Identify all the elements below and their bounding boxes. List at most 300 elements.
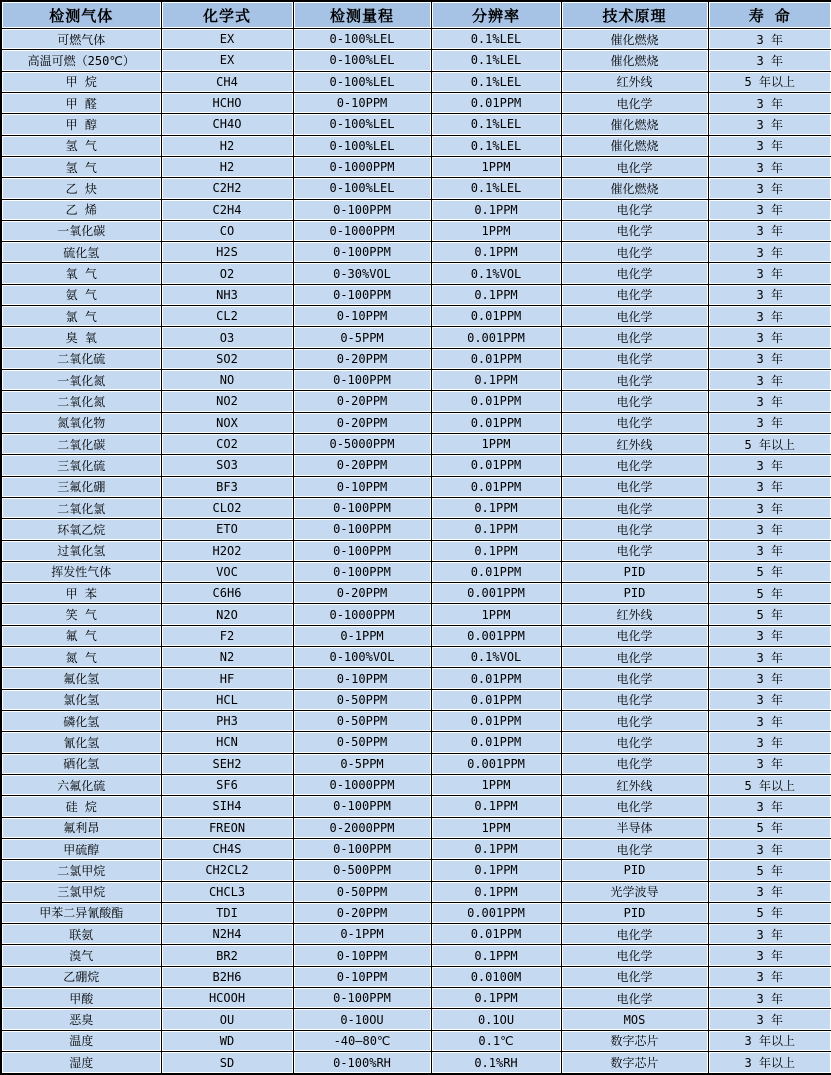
cell-lifespan: 5 年以上 [708,774,831,795]
cell-detection-range: 0-1000PPM [293,156,431,177]
table-row [1,988,831,1009]
cell-chemical-formula: CH4O [161,114,293,135]
cell-lifespan: 3 年 [708,348,831,369]
cell-detection-range: 0-2000PPM [293,817,431,838]
cell-detection-range: 0-1000PPM [293,774,431,795]
cell-chemical-formula: O2 [161,263,293,284]
cell-chemical-formula: CLO2 [161,497,293,518]
cell-detection-range: 0-1PPM [293,924,431,945]
cell-chemical-formula: C6H6 [161,583,293,604]
cell-gas-name: 二氯甲烷 [1,860,161,881]
cell-lifespan: 3 年 [708,519,831,540]
cell-resolution: 0.01PPM [431,391,561,412]
cell-technical-principle: 电化学 [561,988,708,1009]
cell-resolution: 1PPM [431,156,561,177]
cell-lifespan: 3 年 [708,178,831,199]
cell-detection-range: 0-100%VOL [293,647,431,668]
cell-detection-range: 0-10PPM [293,668,431,689]
table-row [1,71,831,92]
cell-resolution: 0.1PPM [431,881,561,902]
cell-resolution: 0.1%VOL [431,263,561,284]
cell-gas-name: 二氧化硫 [1,348,161,369]
cell-chemical-formula: H2 [161,156,293,177]
header-row [1,1,831,29]
table-row [1,881,831,902]
cell-chemical-formula: TDI [161,902,293,923]
cell-technical-principle: 电化学 [561,242,708,263]
cell-detection-range: 0-20PPM [293,391,431,412]
cell-detection-range: 0-100PPM [293,497,431,518]
cell-technical-principle: 电化学 [561,497,708,518]
table-row [1,220,831,241]
cell-chemical-formula: SO3 [161,455,293,476]
cell-technical-principle: 电化学 [561,625,708,646]
cell-detection-range: 0-100%LEL [293,71,431,92]
cell-resolution: 0.1PPM [431,540,561,561]
cell-chemical-formula: H2 [161,135,293,156]
cell-gas-name: 笑 气 [1,604,161,625]
cell-gas-name: 硒化氢 [1,753,161,774]
column-header-gas: 检测气体 [1,1,161,29]
cell-technical-principle: 数字芯片 [561,1052,708,1075]
cell-detection-range: 0-100%LEL [293,135,431,156]
cell-lifespan: 3 年 [708,924,831,945]
cell-gas-name: 氮 气 [1,647,161,668]
cell-technical-principle: 红外线 [561,774,708,795]
cell-resolution: 0.1℃ [431,1030,561,1051]
cell-detection-range: 0-20PPM [293,348,431,369]
cell-chemical-formula: HCL [161,689,293,710]
cell-technical-principle: 电化学 [561,711,708,732]
cell-technical-principle: PID [561,860,708,881]
cell-gas-name: 氨 气 [1,284,161,305]
cell-detection-range: 0-100%LEL [293,114,431,135]
cell-lifespan: 3 年 [708,945,831,966]
cell-technical-principle: 电化学 [561,838,708,859]
cell-detection-range: 0-10PPM [293,476,431,497]
cell-lifespan: 3 年 [708,988,831,1009]
cell-resolution: 1PPM [431,774,561,795]
cell-detection-range: 0-100PPM [293,838,431,859]
table-row [1,263,831,284]
table-row [1,497,831,518]
cell-detection-range: -40—80℃ [293,1030,431,1051]
cell-detection-range: 0-100PPM [293,284,431,305]
cell-chemical-formula: EX [161,29,293,50]
cell-detection-range: 0-50PPM [293,732,431,753]
table-row [1,774,831,795]
cell-gas-name: 湿度 [1,1052,161,1075]
table-row [1,519,831,540]
cell-resolution: 0.1OU [431,1009,561,1030]
cell-resolution: 0.1PPM [431,796,561,817]
table-row [1,455,831,476]
cell-chemical-formula: VOC [161,561,293,582]
cell-lifespan: 3 年 [708,284,831,305]
cell-lifespan: 5 年 [708,583,831,604]
cell-technical-principle: 红外线 [561,71,708,92]
cell-technical-principle: 电化学 [561,199,708,220]
cell-detection-range: 0-1PPM [293,625,431,646]
table-row [1,29,831,50]
cell-resolution: 0.1%RH [431,1052,561,1075]
cell-lifespan: 3 年 [708,455,831,476]
cell-resolution: 0.1%LEL [431,135,561,156]
table-row [1,327,831,348]
cell-resolution: 0.01PPM [431,924,561,945]
cell-detection-range: 0-100PPM [293,242,431,263]
cell-chemical-formula: CO2 [161,433,293,454]
cell-resolution: 0.001PPM [431,625,561,646]
cell-chemical-formula: H2S [161,242,293,263]
cell-chemical-formula: B2H6 [161,966,293,987]
cell-detection-range: 0-10OU [293,1009,431,1030]
cell-resolution: 1PPM [431,433,561,454]
table-row [1,114,831,135]
cell-detection-range: 0-100PPM [293,519,431,540]
table-row [1,860,831,881]
cell-lifespan: 3 年 [708,838,831,859]
cell-lifespan: 3 年 [708,497,831,518]
cell-lifespan: 3 年 [708,881,831,902]
table-row [1,945,831,966]
cell-resolution: 0.01PPM [431,711,561,732]
cell-gas-name: 环氧乙烷 [1,519,161,540]
cell-technical-principle: PID [561,902,708,923]
cell-technical-principle: 电化学 [561,540,708,561]
cell-gas-name: 可燃气体 [1,29,161,50]
cell-technical-principle: 红外线 [561,433,708,454]
cell-gas-name: 甲 苯 [1,583,161,604]
table-row [1,561,831,582]
cell-chemical-formula: N2H4 [161,924,293,945]
cell-chemical-formula: CO [161,220,293,241]
cell-resolution: 0.1PPM [431,284,561,305]
cell-chemical-formula: F2 [161,625,293,646]
cell-lifespan: 3 年 [708,242,831,263]
cell-gas-name: 氢 气 [1,135,161,156]
table-row [1,391,831,412]
cell-chemical-formula: HCOOH [161,988,293,1009]
cell-detection-range: 0-500PPM [293,860,431,881]
cell-lifespan: 3 年 [708,263,831,284]
cell-chemical-formula: C2H4 [161,199,293,220]
cell-detection-range: 0-100%RH [293,1052,431,1075]
cell-chemical-formula: OU [161,1009,293,1030]
table-row [1,732,831,753]
cell-gas-name: 挥发性气体 [1,561,161,582]
cell-detection-range: 0-5PPM [293,327,431,348]
cell-gas-name: 三氟化硼 [1,476,161,497]
cell-technical-principle: 电化学 [561,753,708,774]
cell-lifespan: 3 年 [708,625,831,646]
cell-chemical-formula: HCHO [161,92,293,113]
cell-lifespan: 3 年 [708,476,831,497]
cell-lifespan: 3 年 [708,711,831,732]
cell-lifespan: 5 年以上 [708,71,831,92]
cell-detection-range: 0-10PPM [293,306,431,327]
cell-detection-range: 0-100PPM [293,561,431,582]
cell-detection-range: 0-100PPM [293,540,431,561]
table-row [1,242,831,263]
cell-resolution: 0.1PPM [431,519,561,540]
cell-gas-name: 氮氧化物 [1,412,161,433]
cell-technical-principle: 电化学 [561,284,708,305]
cell-chemical-formula: HF [161,668,293,689]
cell-technical-principle: 催化燃烧 [561,178,708,199]
cell-chemical-formula: NH3 [161,284,293,305]
cell-chemical-formula: CL2 [161,306,293,327]
cell-resolution: 0.1PPM [431,497,561,518]
cell-gas-name: 三氯甲烷 [1,881,161,902]
table-row [1,583,831,604]
cell-lifespan: 3 年 [708,689,831,710]
cell-gas-name: 甲 醇 [1,114,161,135]
cell-technical-principle: 数字芯片 [561,1030,708,1051]
table-row [1,1030,831,1051]
cell-technical-principle: 电化学 [561,306,708,327]
cell-technical-principle: 催化燃烧 [561,114,708,135]
cell-gas-name: 甲酸 [1,988,161,1009]
table-row [1,817,831,838]
cell-resolution: 0.001PPM [431,327,561,348]
column-header-resolution: 分辨率 [431,1,561,29]
cell-technical-principle: 电化学 [561,348,708,369]
cell-resolution: 0.01PPM [431,92,561,113]
cell-technical-principle: 电化学 [561,945,708,966]
cell-technical-principle: 催化燃烧 [561,135,708,156]
cell-resolution: 0.1%LEL [431,114,561,135]
cell-chemical-formula: C2H2 [161,178,293,199]
cell-gas-name: 高温可燃（250℃） [1,50,161,71]
cell-chemical-formula: N2O [161,604,293,625]
cell-chemical-formula: EX [161,50,293,71]
cell-gas-name: 乙 烯 [1,199,161,220]
cell-technical-principle: 电化学 [561,647,708,668]
cell-gas-name: 氟化氢 [1,668,161,689]
cell-gas-name: 氧 气 [1,263,161,284]
cell-technical-principle: 光学波导 [561,881,708,902]
cell-lifespan: 3 年以上 [708,1030,831,1051]
table-row [1,1052,831,1075]
table-row [1,838,831,859]
cell-resolution: 0.001PPM [431,902,561,923]
cell-resolution: 0.1PPM [431,242,561,263]
cell-lifespan: 3 年 [708,668,831,689]
cell-lifespan: 3 年 [708,199,831,220]
cell-resolution: 0.1PPM [431,860,561,881]
cell-resolution: 0.01PPM [431,348,561,369]
table-row [1,178,831,199]
cell-lifespan: 3 年 [708,753,831,774]
cell-lifespan: 3 年以上 [708,1052,831,1075]
cell-chemical-formula: SD [161,1052,293,1075]
cell-chemical-formula: CH2CL2 [161,860,293,881]
cell-resolution: 0.01PPM [431,689,561,710]
cell-gas-name: 二氧化碳 [1,433,161,454]
cell-technical-principle: 催化燃烧 [561,29,708,50]
cell-technical-principle: 电化学 [561,92,708,113]
table-row [1,711,831,732]
cell-detection-range: 0-20PPM [293,455,431,476]
cell-technical-principle: 电化学 [561,370,708,391]
cell-technical-principle: PID [561,583,708,604]
cell-lifespan: 3 年 [708,796,831,817]
cell-resolution: 1PPM [431,817,561,838]
table-row [1,753,831,774]
column-header-formula: 化学式 [161,1,293,29]
cell-lifespan: 3 年 [708,29,831,50]
table-row [1,966,831,987]
table-row [1,50,831,71]
cell-technical-principle: 电化学 [561,924,708,945]
cell-lifespan: 5 年 [708,561,831,582]
table-row [1,625,831,646]
cell-lifespan: 3 年 [708,306,831,327]
table-row [1,433,831,454]
cell-chemical-formula: O3 [161,327,293,348]
cell-detection-range: 0-10PPM [293,92,431,113]
cell-detection-range: 0-100PPM [293,199,431,220]
column-header-principle: 技术原理 [561,1,708,29]
cell-gas-name: 溴气 [1,945,161,966]
column-header-lifespan: 寿 命 [708,1,831,29]
cell-resolution: 0.01PPM [431,412,561,433]
cell-chemical-formula: WD [161,1030,293,1051]
cell-technical-principle: 电化学 [561,966,708,987]
table-row [1,92,831,113]
cell-technical-principle: 电化学 [561,263,708,284]
cell-technical-principle: 电化学 [561,412,708,433]
table-row [1,902,831,923]
cell-resolution: 0.1PPM [431,838,561,859]
table-header [1,1,831,29]
cell-lifespan: 3 年 [708,50,831,71]
cell-detection-range: 0-50PPM [293,711,431,732]
cell-detection-range: 0-20PPM [293,583,431,604]
cell-gas-name: 甲 醛 [1,92,161,113]
cell-resolution: 0.1%LEL [431,29,561,50]
cell-resolution: 0.01PPM [431,306,561,327]
table-row [1,689,831,710]
cell-technical-principle: 电化学 [561,796,708,817]
table-row [1,306,831,327]
cell-technical-principle: 红外线 [561,604,708,625]
cell-detection-range: 0-50PPM [293,881,431,902]
cell-gas-name: 氟利昂 [1,817,161,838]
cell-detection-range: 0-100PPM [293,988,431,1009]
cell-resolution: 0.1%LEL [431,50,561,71]
cell-technical-principle: 电化学 [561,455,708,476]
cell-lifespan: 3 年 [708,220,831,241]
cell-lifespan: 3 年 [708,391,831,412]
cell-resolution: 0.01PPM [431,668,561,689]
table-row [1,796,831,817]
cell-chemical-formula: SF6 [161,774,293,795]
cell-detection-range: 0-20PPM [293,412,431,433]
cell-gas-name: 六氟化硫 [1,774,161,795]
cell-gas-name: 磷化氢 [1,711,161,732]
cell-resolution: 0.1%LEL [431,71,561,92]
table-row [1,924,831,945]
cell-gas-name: 氰化氢 [1,732,161,753]
cell-chemical-formula: CH4S [161,838,293,859]
cell-lifespan: 3 年 [708,732,831,753]
cell-resolution: 0.1PPM [431,988,561,1009]
cell-detection-range: 0-1000PPM [293,220,431,241]
cell-gas-name: 温度 [1,1030,161,1051]
cell-gas-name: 硅 烷 [1,796,161,817]
cell-gas-name: 一氧化氮 [1,370,161,391]
cell-resolution: 0.1%VOL [431,647,561,668]
cell-detection-range: 0-100%LEL [293,50,431,71]
table-row [1,1009,831,1030]
cell-lifespan: 3 年 [708,370,831,391]
cell-chemical-formula: SIH4 [161,796,293,817]
cell-technical-principle: 电化学 [561,156,708,177]
cell-detection-range: 0-1000PPM [293,604,431,625]
cell-resolution: 0.01PPM [431,455,561,476]
cell-lifespan: 5 年 [708,604,831,625]
cell-gas-name: 甲硫醇 [1,838,161,859]
cell-chemical-formula: SO2 [161,348,293,369]
cell-detection-range: 0-100%LEL [293,178,431,199]
cell-chemical-formula: BR2 [161,945,293,966]
table-row [1,604,831,625]
cell-detection-range: 0-5PPM [293,753,431,774]
cell-resolution: 1PPM [431,220,561,241]
cell-gas-name: 甲苯二异氰酸酯 [1,902,161,923]
cell-chemical-formula: CH4 [161,71,293,92]
cell-resolution: 0.01PPM [431,561,561,582]
cell-lifespan: 3 年 [708,135,831,156]
cell-detection-range: 0-10PPM [293,966,431,987]
cell-technical-principle: 电化学 [561,391,708,412]
cell-lifespan: 3 年 [708,966,831,987]
cell-resolution: 0.0100M [431,966,561,987]
cell-lifespan: 3 年 [708,1009,831,1030]
cell-technical-principle: 电化学 [561,732,708,753]
table-row [1,370,831,391]
cell-resolution: 0.1PPM [431,370,561,391]
table-row [1,135,831,156]
cell-chemical-formula: HCN [161,732,293,753]
table-row [1,199,831,220]
cell-chemical-formula: NO [161,370,293,391]
cell-lifespan: 3 年 [708,156,831,177]
column-header-range: 检测量程 [293,1,431,29]
cell-lifespan: 3 年 [708,647,831,668]
table-row [1,668,831,689]
cell-chemical-formula: PH3 [161,711,293,732]
cell-chemical-formula: H2O2 [161,540,293,561]
cell-gas-name: 臭 氧 [1,327,161,348]
cell-technical-principle: 电化学 [561,476,708,497]
cell-lifespan: 5 年以上 [708,433,831,454]
cell-detection-range: 0-50PPM [293,689,431,710]
cell-resolution: 1PPM [431,604,561,625]
cell-gas-name: 氢 气 [1,156,161,177]
cell-detection-range: 0-10PPM [293,945,431,966]
cell-technical-principle: PID [561,561,708,582]
cell-technical-principle: 半导体 [561,817,708,838]
cell-gas-name: 二氧化氯 [1,497,161,518]
cell-technical-principle: MOS [561,1009,708,1030]
cell-chemical-formula: N2 [161,647,293,668]
cell-gas-name: 氯化氢 [1,689,161,710]
cell-technical-principle: 电化学 [561,327,708,348]
table-row [1,156,831,177]
